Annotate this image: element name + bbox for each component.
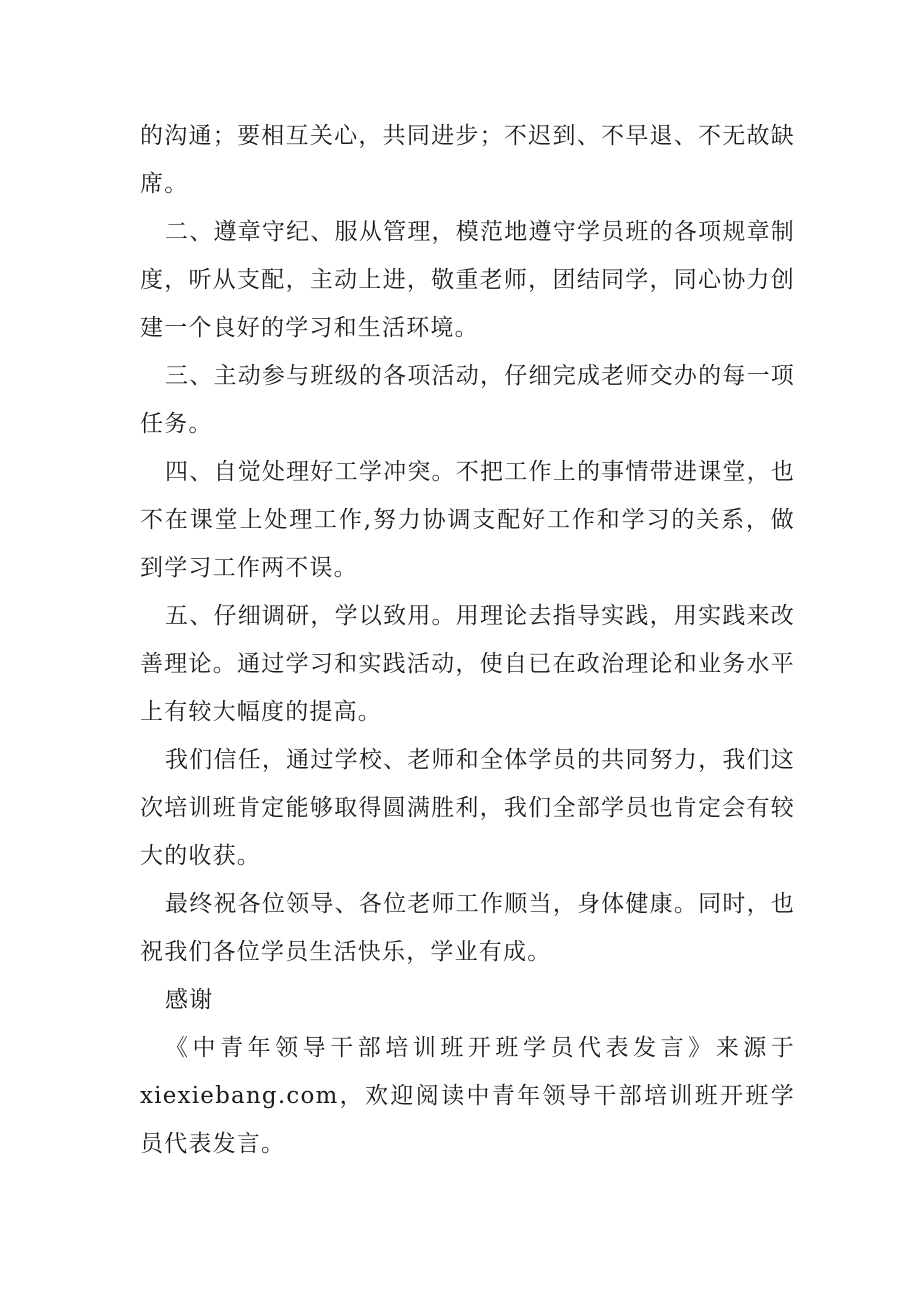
paragraph-3: 三、主动参与班级的各项活动，仔细完成老师交办的每一项任务。 xyxy=(140,363,795,437)
paragraph-7: 最终祝各位领导、各位老师工作顺当，身体健康。同时，也祝我们各位学员生活快乐，学业有成。 xyxy=(140,891,795,965)
document-body xyxy=(140,112,795,1168)
paragraph-6: 我们信任，通过学校、老师和全体学员的共同努力，我们这次培训班肯定能够取得圆满胜利，我们全部学员也肯定会有较大的收获。 xyxy=(140,747,795,869)
paragraph-2: 二、遵章守纪、服从管理，模范地遵守学员班的各项规章制度，听从支配，主动上进，敬重老师，团结同学，同心协力创建一个良好的学习和生活环境。 xyxy=(140,219,795,341)
paragraph-8: 感谢 xyxy=(165,987,214,1013)
paragraph-1: 的沟通；要相互关心，共同进步；不迟到、不早退、不无故缺席。 xyxy=(140,123,795,197)
paragraph-9: 《中青年领导干部培训班开班学员代表发言》来源于xiexiebang.com，欢迎阅读中青年领导干部培训班开班学员代表发言。 xyxy=(140,1035,795,1157)
paragraph-5: 五、仔细调研，学以致用。用理论去指导实践，用实践来改善理论。通过学习和实践活动，使自已在政治理论和业务水平上有较大幅度的提高。 xyxy=(140,603,795,725)
paragraph-4: 四、自觉处理好工学冲突。不把工作上的事情带进课堂，也不在课堂上处理工作,努力协调支配好工作和学习的关系，做到学习工作两不误。 xyxy=(140,459,795,581)
